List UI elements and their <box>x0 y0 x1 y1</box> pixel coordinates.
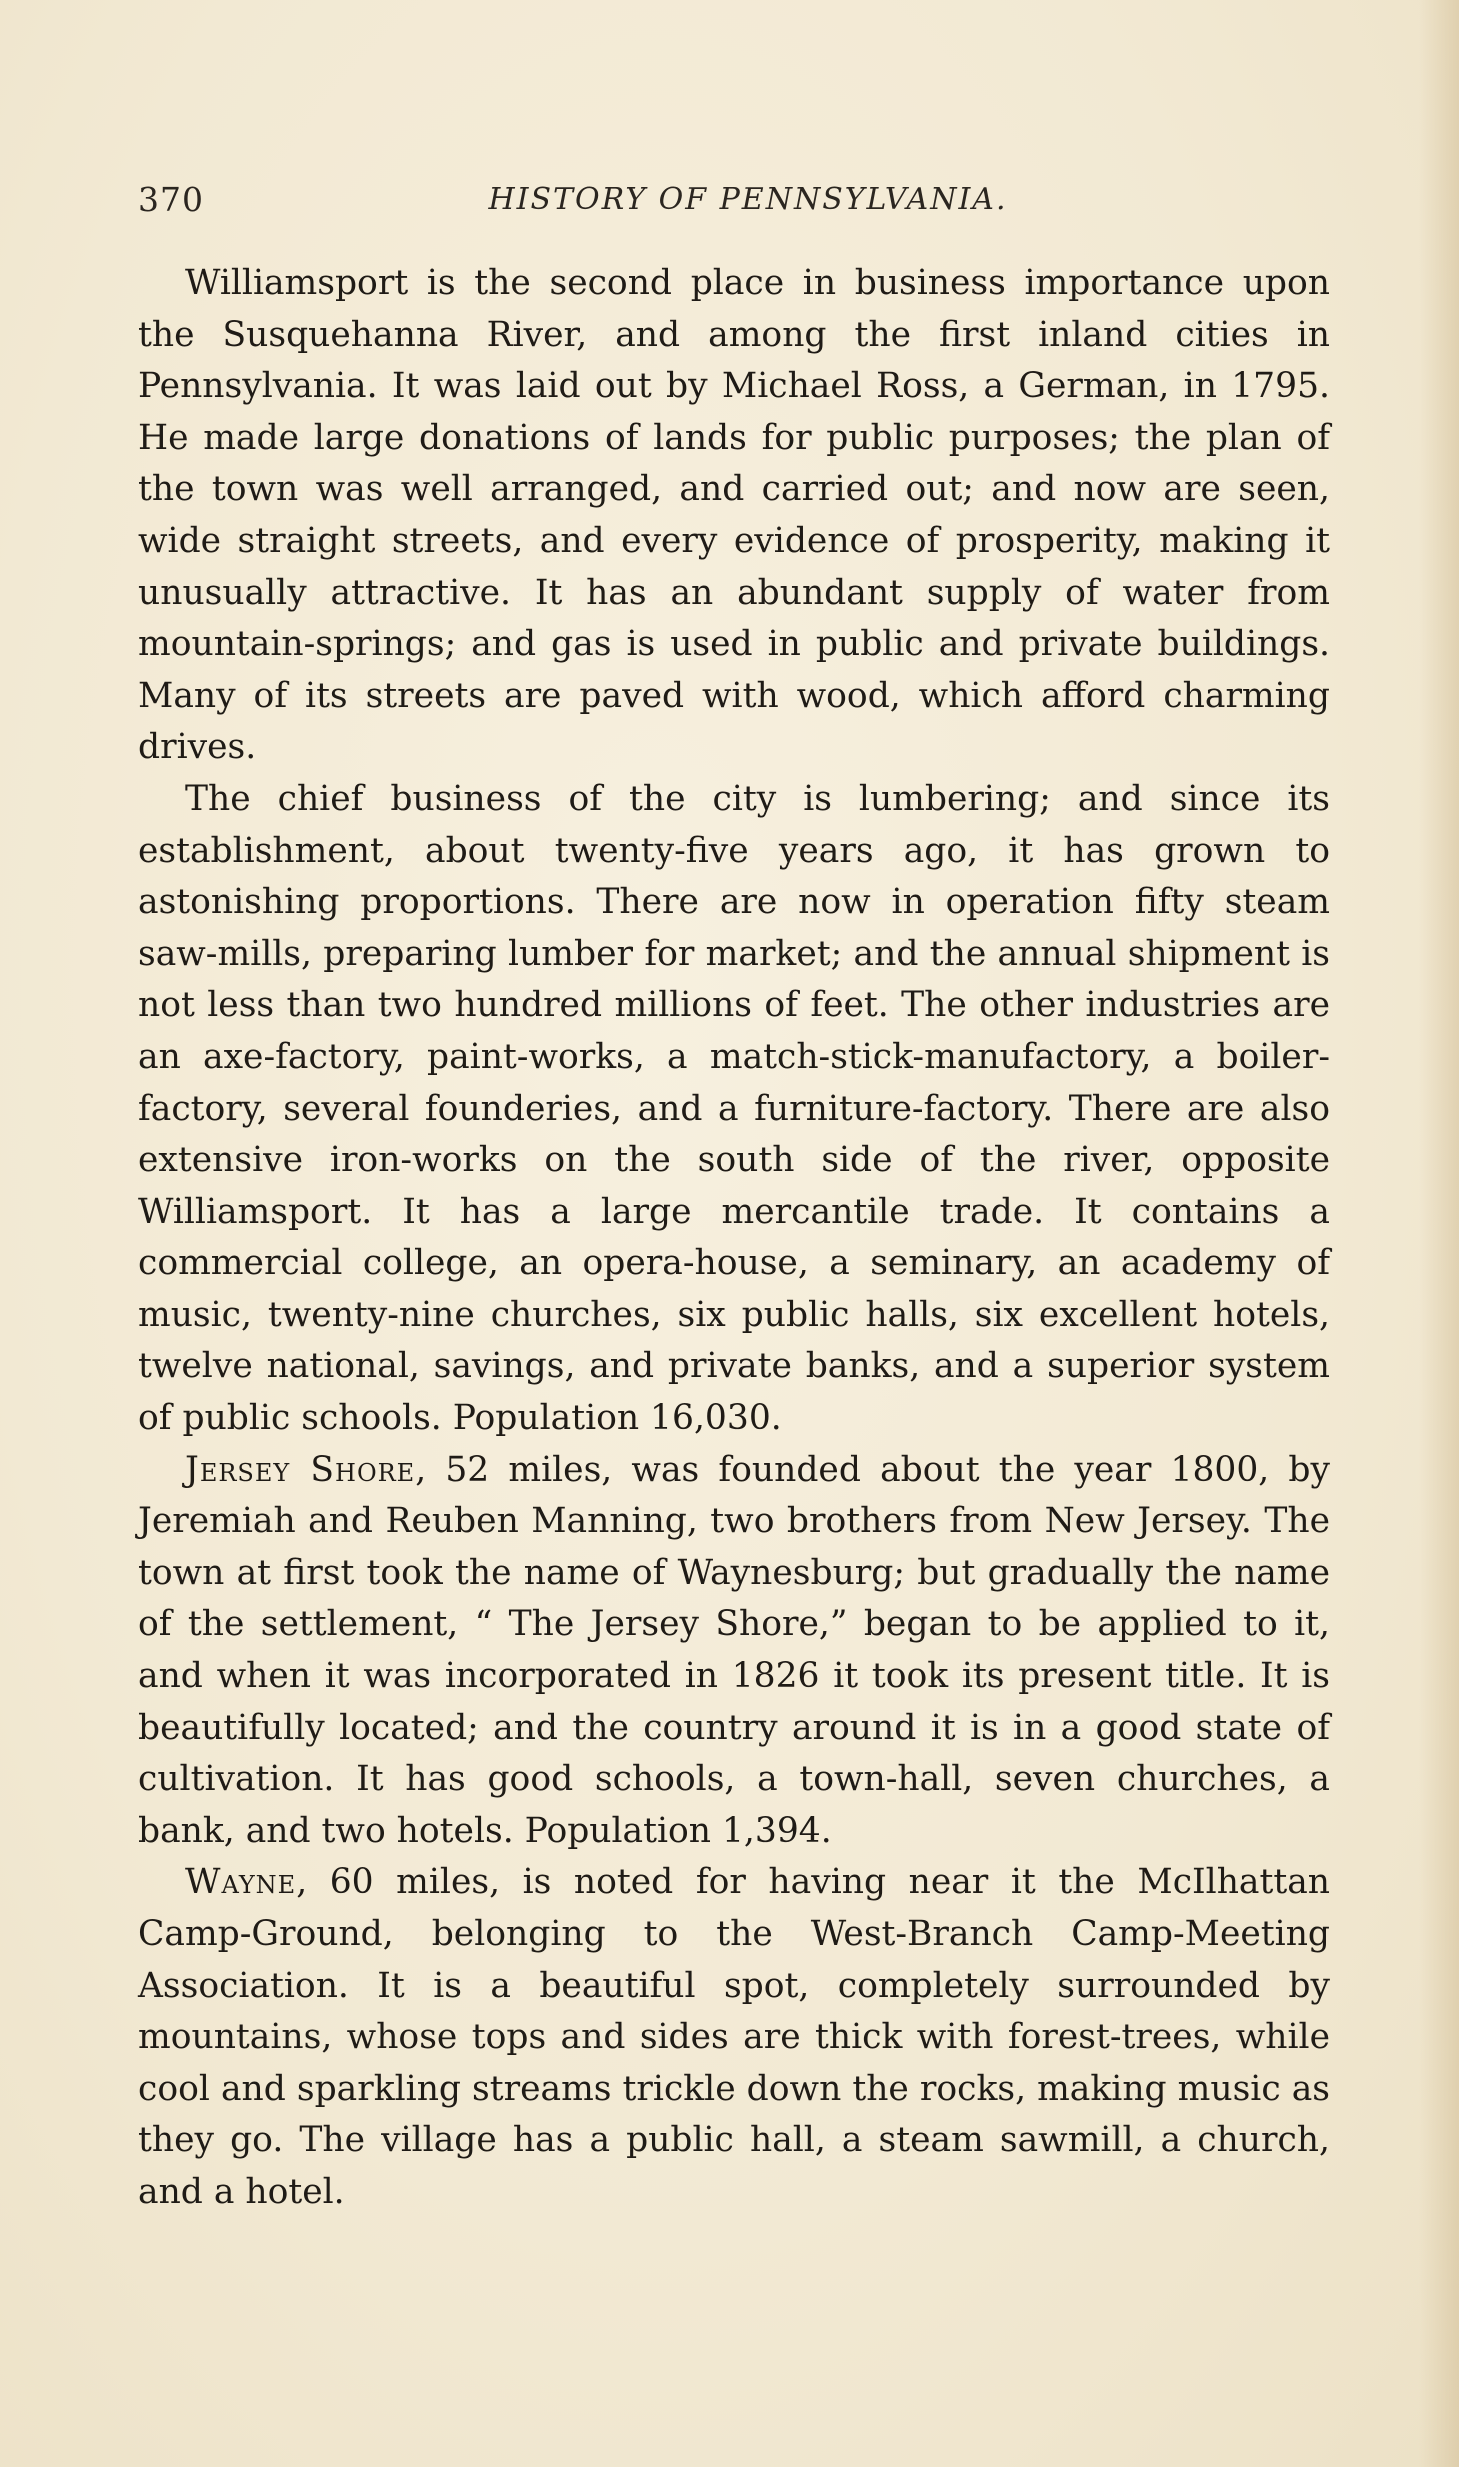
page-header <box>138 180 1288 224</box>
paragraph-jersey-shore <box>138 1445 1330 1858</box>
paragraph-williamsport <box>138 258 1330 774</box>
paragraph-text: Williamsport is the second place in business importance upon the Susquehanna River, and among the first inland cities in Pennsylvania. It was laid out by Michael Ross, a German, in 1795. He made large donations of lands for public purposes; the plan of the town was well arranged, and carried out; and now are seen, wide straight streets, and every evidence of prosperity, making it unusually attractive. It has an abundant supply of water from mountain-springs; and gas is used in public and private buildings. Many of its streets are paved with wood, which afford charming drives. <box>138 263 1330 768</box>
page-number: 370 <box>138 180 204 219</box>
body-text <box>138 258 1330 2219</box>
paragraph-lead: Jersey Shore <box>185 1449 416 1490</box>
paragraph-lumbering <box>138 774 1330 1445</box>
running-head: HISTORY OF PENNSYLVANIA. <box>488 182 1008 217</box>
paragraph-wayne <box>138 1857 1330 2218</box>
paragraph-text: , 52 miles, was founded about the year 1800, by Jeremiah and Reuben Manning, two brothers from New Jersey. The town at first took the name of Waynesburg; but gradually the name of the settlement, “ The Jersey Shore,” began to be applied to it, and when it was incorporated in 1826 it took its present title. It is beautifully located; and the country around it is in a good state of cultivation. It has good schools, a town-hall, seven churches, a bank, and two hotels. Population 1,394. <box>138 1449 1331 1851</box>
paragraph-lead: Wayne <box>185 1862 297 1903</box>
paragraph-text: , 60 miles, is noted for having near it the McIlhattan Camp-Ground, belonging to the West-Branch Camp-Meeting Association. It is a beautiful spot, completely surrounded by mountains, whose tops and sides are thick with forest-trees, while cool and sparkling streams trickle down the rocks, making music as they go. The village has a public hall, a steam sawmill, a church, and a hotel. <box>138 1862 1330 2212</box>
paragraph-text: The chief business of the city is lumbering; and since its establishment, about twenty-five years ago, it has grown to astonishing proportions. There are now in operation fifty steam saw-mills, preparing lumber for market; and the annual shipment is not less than two hundred millions of feet. The other industries are an axe-factory, paint-works, a match-stick-manufactory, a boiler-factory, several founderies, and a furniture-factory. There are also extensive iron-works on the south side of the river, opposite Williamsport. It has a large mercantile trade. It contains a commercial college, an opera-house, a seminary, an academy of music, twenty-nine churches, six public halls, six excellent hotels, twelve national, savings, and private banks, and a superior system of public schools. Population 16,030. <box>138 778 1330 1439</box>
